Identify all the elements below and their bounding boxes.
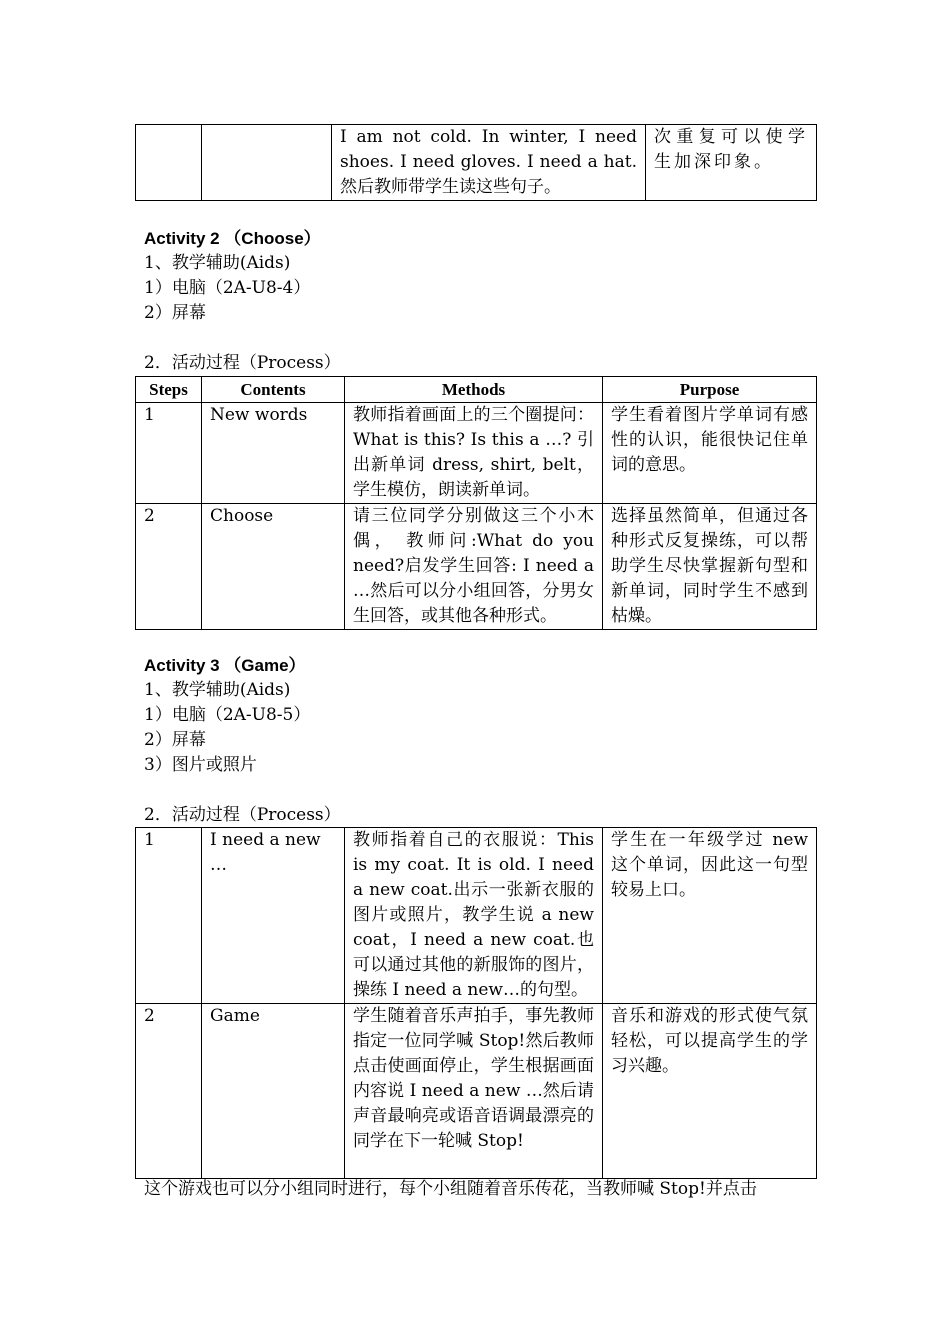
purpose-cell: 音乐和游戏的形式使气氛轻松，可以提高学生的学习兴趣。	[603, 1004, 817, 1179]
activity3-aids-title: 1、教学辅助(Aids)	[144, 680, 291, 700]
activity3-heading: Activity 3 （Game）	[144, 656, 306, 675]
step-cell	[136, 125, 202, 201]
footer-paragraph: 这个游戏也可以分小组同时进行，每个小组随着音乐传花，当教师喊 Stop!并点击	[144, 1179, 757, 1199]
header-steps: Steps	[136, 377, 202, 403]
activity2-process-title: 2．活动过程（Process）	[144, 353, 341, 373]
method-cell: 请三位同学分别做这三个小木偶， 教师问:What do you need?启发学生回答: I need a …然后可以分小组回答，分男女生回答，或其他各种形式。	[345, 504, 603, 630]
method-cell: 教师指着自己的衣服说：This is my coat. It is old. I need a new coat.出示一张新衣服的图片或照片，教学生说 a new coat，I need a new coat.也可以通过其他的新服饰的图片，操练 I need a new…的句型。	[345, 828, 603, 1004]
table-row	[136, 1004, 817, 1179]
activity2-table	[135, 376, 817, 630]
header-purpose: Purpose	[603, 377, 817, 403]
table-row	[136, 504, 817, 630]
table-row	[136, 125, 817, 201]
activity2-aid-item: 1）电脑（2A-U8-4）	[144, 278, 311, 298]
table-row	[136, 403, 817, 504]
activity3-process-title: 2．活动过程（Process）	[144, 805, 341, 825]
header-contents: Contents	[202, 377, 345, 403]
table-row	[136, 828, 817, 1004]
purpose-cell: 学生看着图片学单词有感性的认识，能很快记住单词的意思。	[603, 403, 817, 504]
header-methods: Methods	[345, 377, 603, 403]
activity3-aid-item: 3）图片或照片	[144, 755, 257, 775]
method-cell: 学生随着音乐声拍手，事先教师指定一位同学喊 Stop!然后教师点击使画面停止，学生根据画面内容说 I need a new …然后请声音最响亮或语音语调最漂亮的同学在下一轮喊 Stop!	[345, 1004, 603, 1179]
purpose-cell: 选择虽然简单，但通过各种形式反复操练，可以帮助学生尽快掌握新句型和新单词，同时学生不感到枯燥。	[603, 504, 817, 630]
activity2-aid-item: 2）屏幕	[144, 303, 206, 323]
table-header-row	[136, 377, 817, 403]
purpose-cell: 次重复可以使学生加深印象。	[646, 125, 817, 201]
activity3-aid-item: 2）屏幕	[144, 730, 206, 750]
activity2-heading: Activity 2 （Choose）	[144, 229, 321, 248]
purpose-cell: 学生在一年级学过 new 这个单词，因此这一句型较易上口。	[603, 828, 817, 1004]
activity3-table	[135, 827, 817, 1179]
content-cell	[202, 125, 332, 201]
top-table	[135, 124, 817, 201]
method-cell: I am not cold. In winter, I need shoes. I need gloves. I need a hat. 然后教师带学生读这些句子。	[332, 125, 646, 201]
step-cell: 2	[136, 504, 202, 630]
activity3-aid-item: 1）电脑（2A-U8-5）	[144, 705, 311, 725]
method-cell: 教师指着画面上的三个圈提问：What is this? Is this a …? 引出新单词 dress, shirt, belt，学生模仿，朗读新单词。	[345, 403, 603, 504]
step-cell: 2	[136, 1004, 202, 1179]
content-cell: I need a new …	[202, 828, 345, 1004]
content-cell: Game	[202, 1004, 345, 1179]
content-cell: Choose	[202, 504, 345, 630]
step-cell: 1	[136, 403, 202, 504]
step-cell: 1	[136, 828, 202, 1004]
activity2-aids-title: 1、教学辅助(Aids)	[144, 253, 291, 273]
content-cell: New words	[202, 403, 345, 504]
